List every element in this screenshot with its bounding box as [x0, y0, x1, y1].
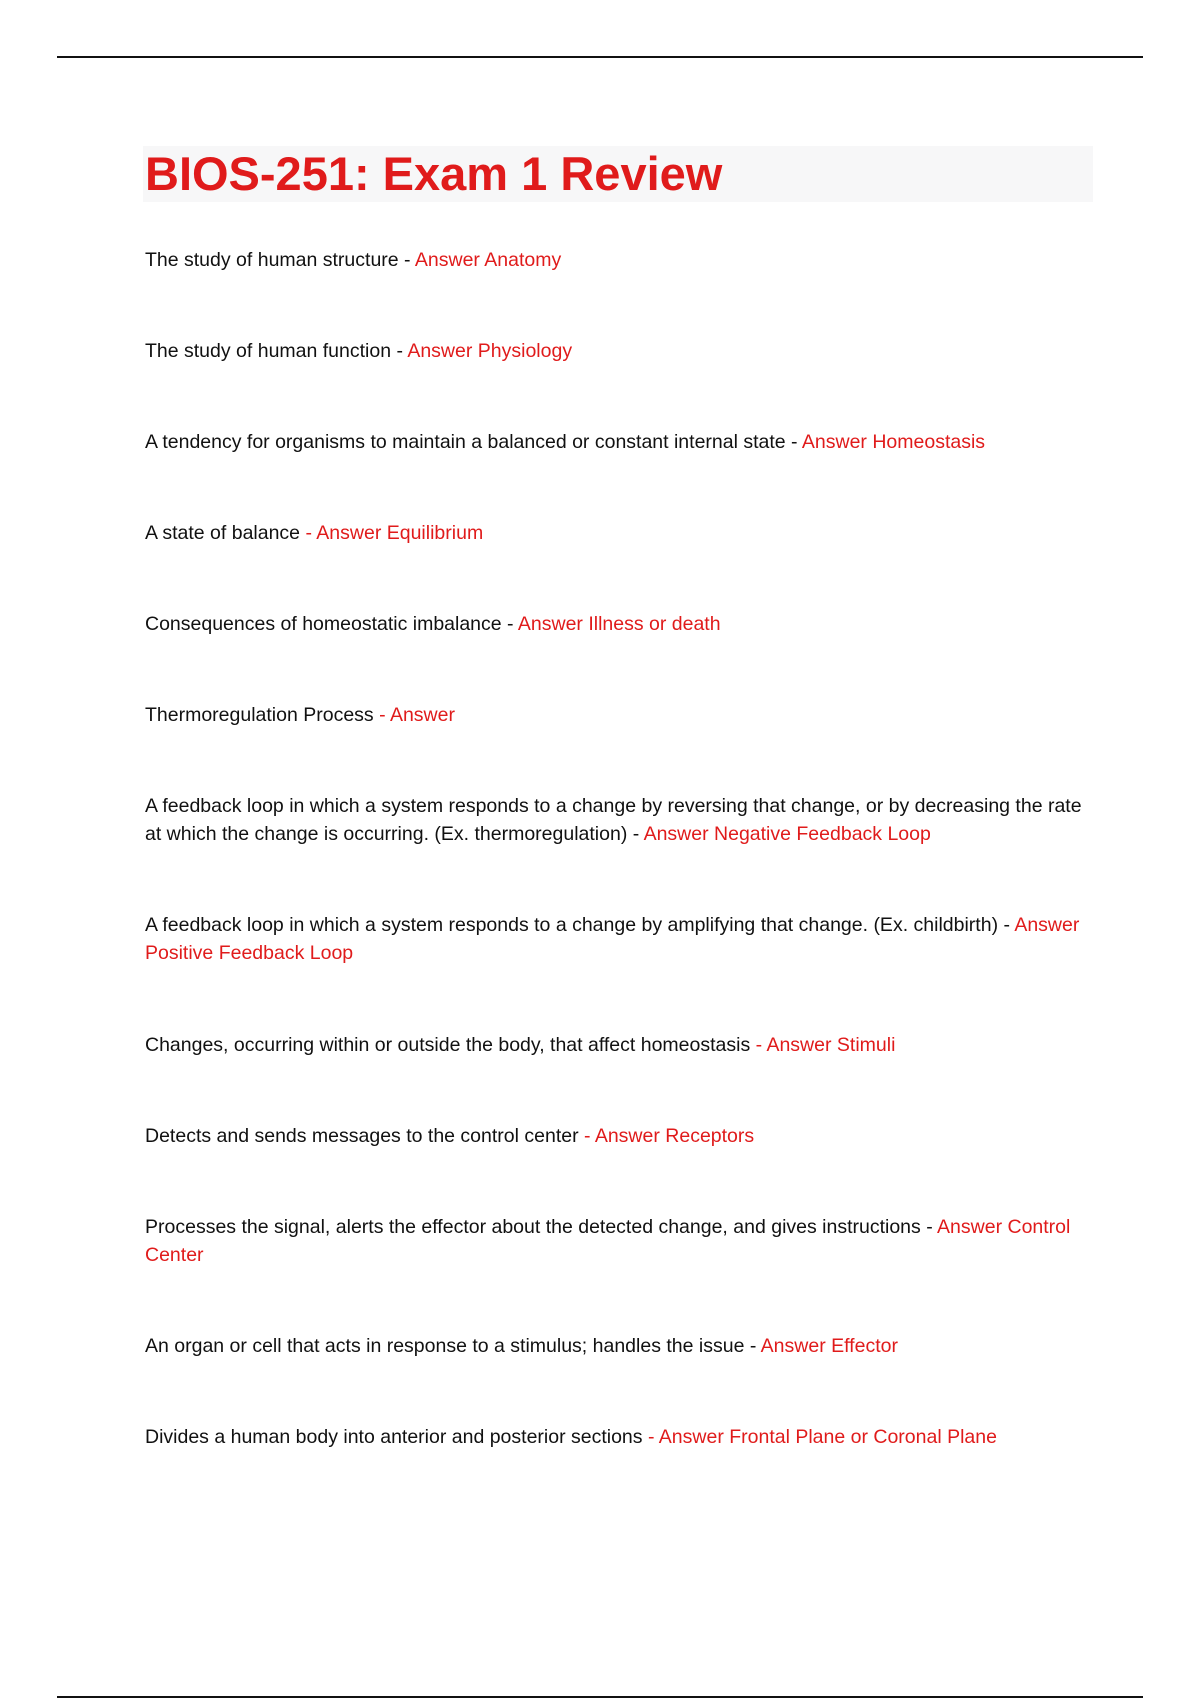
qa-item-effector — [145, 1332, 1085, 1360]
qa-item-stimuli — [145, 1031, 1085, 1059]
question-text: The study of human function - — [145, 340, 408, 362]
top-rule — [57, 56, 1143, 58]
answer-text: Answer Effector — [760, 1335, 898, 1357]
answer-text: - Answer Equilibrium — [305, 522, 484, 544]
answer-text: Answer Physiology — [407, 340, 573, 362]
question-text: Divides a human body into anterior and posterior sections — [145, 1426, 648, 1448]
question-text: Processes the signal, alerts the effector about the detected change, and gives instructions - — [145, 1216, 938, 1238]
qa-item-positive-feedback — [145, 911, 1085, 967]
question-text: An organ or cell that acts in response to a stimulus; handles the issue - — [145, 1335, 761, 1357]
qa-item-negative-feedback — [145, 792, 1085, 848]
question-text: Detects and sends messages to the control center — [145, 1125, 584, 1147]
question-text: A feedback loop in which a system responds to a change by reversing that change, or by decreasing the rate at which the change is occurring. (Ex. thermoregulation) - — [145, 795, 1082, 845]
qa-item-equilibrium — [145, 519, 1085, 547]
answer-text: - Answer Stimuli — [755, 1034, 896, 1056]
question-text: Thermoregulation Process — [145, 704, 380, 726]
qa-item-frontal-plane — [145, 1423, 1085, 1451]
qa-item-physiology — [145, 337, 1085, 365]
qa-item-anatomy — [145, 246, 1085, 274]
question-text: Changes, occurring within or outside the body, that affect homeostasis — [145, 1034, 756, 1056]
question-text: Consequences of homeostatic imbalance - — [145, 613, 518, 635]
answer-text: Answer Control Center — [145, 1216, 1071, 1266]
answer-text: Answer Homeostasis — [801, 431, 986, 453]
document-title: BIOS-251: Exam 1 Review — [145, 147, 723, 200]
answer-text: Answer Negative Feedback Loop — [643, 823, 931, 845]
qa-item-thermoregulation — [145, 701, 1085, 729]
answer-text: - Answer Receptors — [584, 1125, 755, 1147]
bottom-rule — [57, 1696, 1143, 1698]
answer-text: - Answer Frontal Plane or Coronal Plane — [647, 1426, 997, 1448]
question-text: A feedback loop in which a system responds to a change by amplifying that change. (Ex. childbirth) - — [145, 914, 1015, 936]
qa-item-imbalance — [145, 610, 1085, 638]
qa-item-control-center — [145, 1213, 1085, 1269]
answer-text: Answer Illness or death — [517, 613, 721, 635]
answer-text: - Answer — [379, 704, 455, 726]
question-text: A tendency for organisms to maintain a balanced or constant internal state - — [145, 431, 802, 453]
answer-text: Answer Positive Feedback Loop — [145, 914, 1080, 964]
qa-item-homeostasis — [145, 428, 1085, 456]
question-text: The study of human structure - — [145, 249, 415, 271]
qa-item-receptors — [145, 1122, 1085, 1150]
answer-text: Answer Anatomy — [414, 249, 562, 271]
question-text: A state of balance — [145, 522, 306, 544]
